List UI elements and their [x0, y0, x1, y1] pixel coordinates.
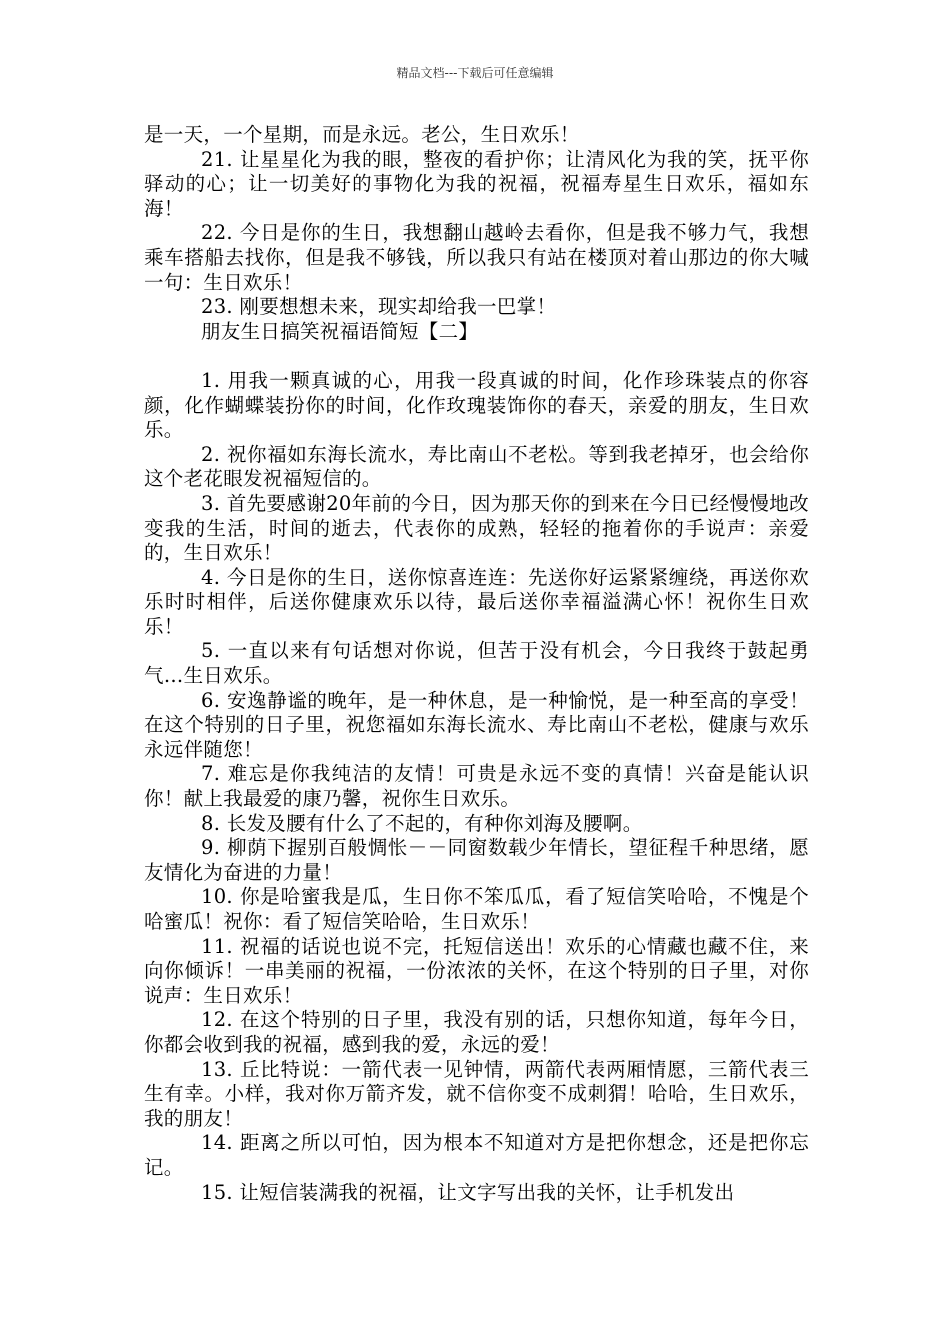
page-header: 精品文档---下载后可任意编辑	[396, 66, 554, 80]
paragraph: 22. 今日是你的生日，我想翻山越岭去看你，但是我不够力气，我想乘车搭船去找你，但是我不够钱，所以我只有站在楼顶对着山那边的你大喊一句：生日欢乐！	[144, 221, 809, 294]
paragraph: 1. 用我一颗真诚的心，用我一段真诚的时间，化作珍珠装点的你容颜，化作蝴蝶装扮你的时间，化作玫瑰装饰你的春天，亲爱的朋友，生日欢乐。	[144, 368, 809, 442]
document-body	[144, 123, 809, 1205]
paragraph: 15. 让短信装满我的祝福，让文字写出我的关怀，让手机发出	[201, 1180, 735, 1204]
paragraph: 12. 在这个特别的日子里，我没有别的话，只想你知道，每年今日，你都会收到我的祝福，感到我的爱，永远的爱！	[144, 1008, 809, 1056]
paragraph: 13. 丘比特说：一箭代表一见钟情，两箭代表两厢情愿，三箭代表三生有幸。小样，我对你万箭齐发，就不信你变不成刺猬！哈哈，生日欢乐，我的朋友！	[144, 1057, 809, 1130]
paragraph: 5. 一直以来有句话想对你说，但苦于没有机会，今日我终于鼓起勇气…生日欢乐。	[144, 639, 809, 688]
paragraph: 是一天，一个星期，而是永远。老公，生日欢乐！	[144, 123, 580, 146]
section-heading: 朋友生日搞笑祝福语简短【二】	[201, 319, 479, 343]
paragraph: 23. 刚要想想未来，现实却给我一巴掌！	[201, 295, 557, 319]
paragraph: 7. 难忘是你我纯洁的友情！可贵是永远不变的真情！兴奋是能认识你！献上我最爱的康乃馨，祝你生日欢乐。	[144, 762, 809, 811]
paragraph: 3. 首先要感谢20年前的今日，因为那天你的到来在今日已经慢慢地改变我的生活，时间的逝去，代表你的成熟，轻轻的拖着你的手说声：亲爱的，生日欢乐！	[144, 491, 809, 565]
blank-line	[144, 344, 809, 369]
paragraph: 14. 距离之所以可怕，因为根本不知道对方是把你想念，还是把你忘记。	[144, 1131, 809, 1179]
paragraph: 2. 祝你福如东海长流水，寿比南山不老松。等到我老掉牙，也会给你这个老花眼发祝福短信的。	[144, 442, 809, 491]
paragraph: 21. 让星星化为我的眼，整夜的看护你；让清风化为我的笑，抚平你驿动的心；让一切美好的事物化为我的祝福，祝福寿星生日欢乐，福如东海！	[144, 147, 809, 220]
paragraph: 10. 你是哈蜜我是瓜，生日你不笨瓜瓜，看了短信笑哈哈，不愧是个哈蜜瓜！祝你：看了短信笑哈哈，生日欢乐！	[144, 885, 809, 933]
paragraph: 4. 今日是你的生日，送你惊喜连连：先送你好运紧紧缠绕，再送你欢乐时时相伴，后送你健康欢乐以待，最后送你幸福溢满心怀！祝你生日欢乐！	[144, 565, 809, 638]
paragraph: 11. 祝福的话说也说不完，托短信送出！欢乐的心情藏也藏不住，来向你倾诉！一串美丽的祝福，一份浓浓的关怀，在这个特别的日子里，对你说声：生日欢乐！	[144, 934, 809, 1007]
paragraph: 8. 长发及腰有什么了不起的，有种你刘海及腰啊。	[201, 811, 643, 835]
paragraph: 9. 柳荫下握别百般惆怅－－同窗数载少年情长，望征程千种思绪，愿友情化为奋进的力量！	[144, 836, 809, 884]
paragraph: 6. 安逸静谧的晚年，是一种休息，是一种愉悦，是一种至高的享受！在这个特别的日子里，祝您福如东海长流水、寿比南山不老松，健康与欢乐永远伴随您！	[144, 688, 809, 761]
